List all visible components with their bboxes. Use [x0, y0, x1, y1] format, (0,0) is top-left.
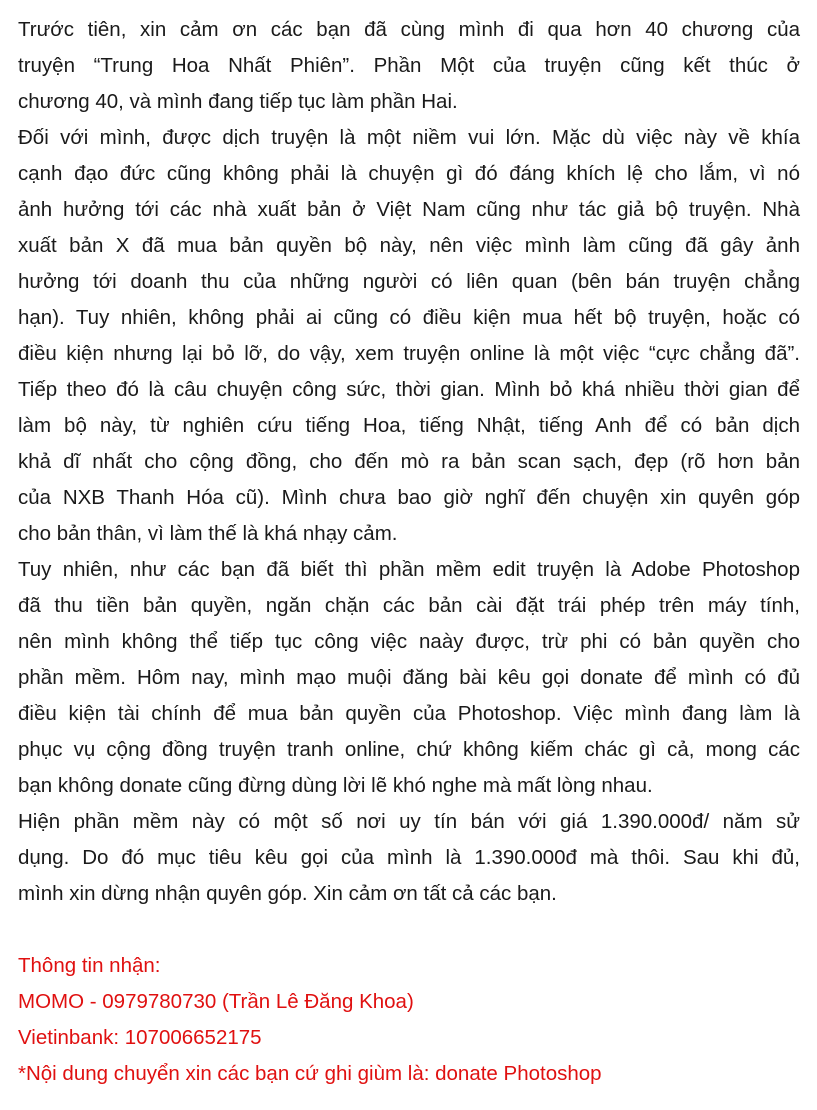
text-line: điều kiện nhưng lại bỏ lỡ, do vậy, xem truyện online là một việc “cực chẳng đã”.: [18, 342, 800, 365]
text-line: mình xin dừng nhận quyên góp. Xin cảm ơn tất cả các bạn.: [18, 882, 557, 905]
paragraph-photoshop: [18, 552, 800, 804]
text-line: ảnh hưởng tới các nhà xuất bản ở Việt Nam cũng như tác giả bộ truyện. Nhà: [18, 198, 800, 221]
text-line: truyện “Trung Hoa Nhất Phiên”. Phần Một của truyện cũng kết thúc ở: [18, 54, 800, 77]
text-line: khả dĩ nhất cho cộng đồng, cho đến mò ra bản scan sạch, đẹp (rõ hơn bản: [18, 450, 800, 473]
document-body: [18, 12, 800, 1092]
paragraph-ethics: [18, 120, 800, 372]
text-line: điều kiện tài chính để mua bản quyền của Photoshop. Việc mình đang làm là: [18, 702, 800, 725]
text-line: Tuy nhiên, như các bạn đã biết thì phần mềm edit truyện là Adobe Photoshop: [18, 558, 800, 581]
text-line: phục vụ cộng đồng truyện tranh online, chứ không kiếm chác gì cả, mong các: [18, 738, 800, 761]
paragraph-goal: [18, 804, 800, 912]
text-line: chương 40, và mình đang tiếp tục làm phần Hai.: [18, 90, 458, 113]
paragraph-intro: [18, 12, 800, 120]
text-line: làm bộ này, từ nghiên cứu tiếng Hoa, tiếng Nhật, tiếng Anh để có bản dịch: [18, 414, 800, 437]
text-line: cạnh đạo đức cũng không phải là chuyện gì đó đáng khích lệ cho lắm, vì nó: [18, 162, 800, 185]
text-line: dụng. Do đó mục tiêu kêu gọi của mình là 1.390.000đ mà thôi. Sau khi đủ,: [18, 846, 800, 869]
text-line: nên mình không thể tiếp tục công việc naày được, trừ phi có bản quyền cho: [18, 630, 800, 653]
text-line: xuất bản X đã mua bản quyền bộ này, nên việc mình làm cũng đã gây ảnh: [18, 234, 800, 257]
blank-line: [18, 912, 800, 948]
donation-info: [18, 948, 800, 1092]
text-line: bạn không donate cũng đừng dùng lời lẽ khó nghe mà mất lòng nhau.: [18, 774, 653, 797]
transfer-note: *Nội dung chuyển xin các bạn cứ ghi giùm là: donate Photoshop: [18, 1062, 602, 1085]
paragraph-effort: [18, 372, 800, 552]
bank-account: Vietinbank: 107006652175: [18, 1026, 262, 1049]
text-line: Trước tiên, xin cảm ơn các bạn đã cùng mình đi qua hơn 40 chương của: [18, 18, 800, 41]
text-line: của NXB Thanh Hóa cũ). Mình chưa bao giờ nghĩ đến chuyện xin quyên góp: [18, 486, 800, 509]
text-line: Hiện phần mềm này có một số nơi uy tín bán với giá 1.390.000đ/ năm sử: [18, 810, 800, 833]
text-line: hưởng tới doanh thu của những người có liên quan (bên bán truyện chẳng: [18, 270, 800, 293]
momo-account: MOMO - 0979780730 (Trần Lê Đăng Khoa): [18, 990, 414, 1013]
text-line: Đối với mình, được dịch truyện là một niềm vui lớn. Mặc dù việc này về khía: [18, 126, 800, 149]
text-line: cho bản thân, vì làm thế là khá nhạy cảm.: [18, 522, 398, 545]
text-line: Tiếp theo đó là câu chuyện công sức, thời gian. Mình bỏ khá nhiều thời gian để: [18, 378, 800, 401]
text-line: phần mềm. Hôm nay, mình mạo muội đăng bài kêu gọi donate để mình có đủ: [18, 666, 800, 689]
text-line: đã thu tiền bản quyền, ngăn chặn các bản cài đặt trái phép trên máy tính,: [18, 594, 800, 617]
text-line: hạn). Tuy nhiên, không phải ai cũng có điều kiện mua hết bộ truyện, hoặc có: [18, 306, 800, 329]
donation-heading: Thông tin nhận:: [18, 954, 161, 977]
